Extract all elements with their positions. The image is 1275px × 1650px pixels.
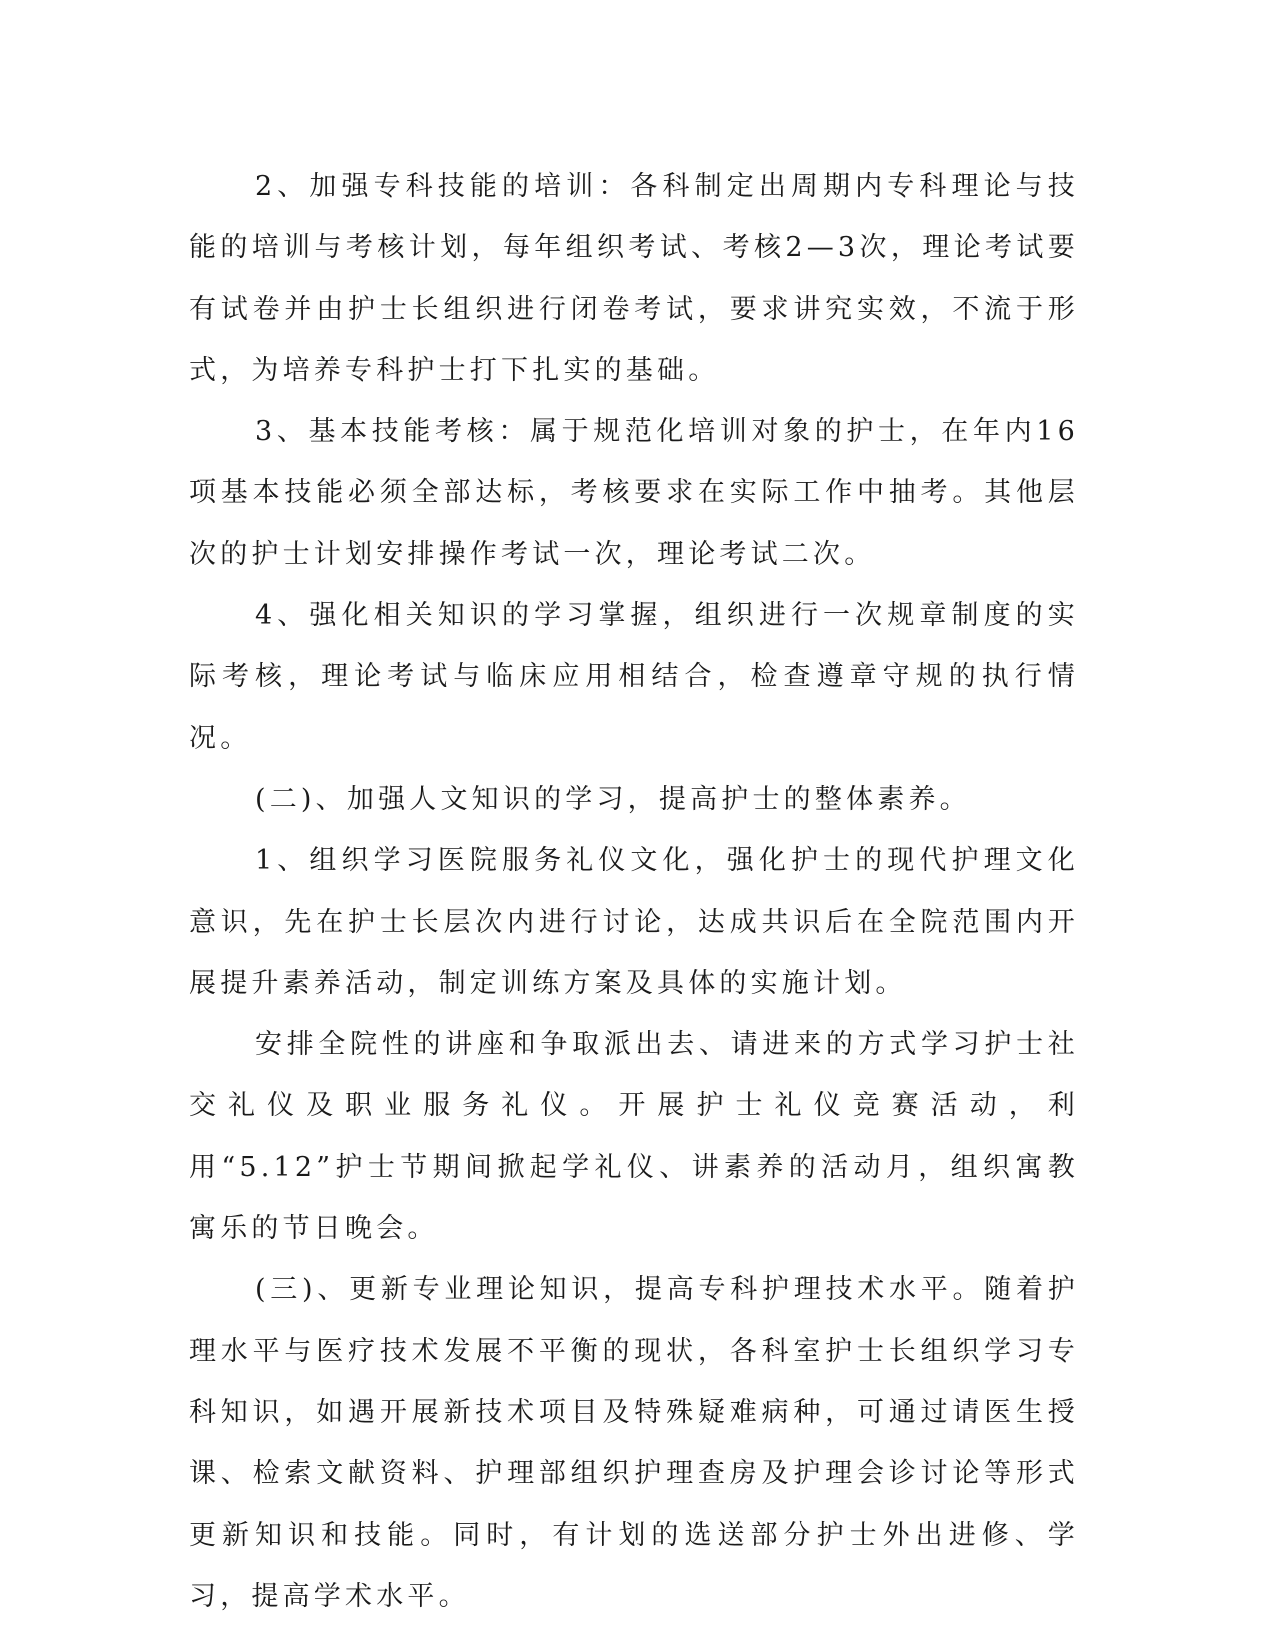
paragraph-etiquette-culture: 1、组织学习医院服务礼仪文化，强化护士的现代护理文化意识，先在护士长层次内进行讨论，达成共识后在全院范围内开展提升素养活动，制定训练方案及具体的实施计划。: [189, 845, 1079, 999]
paragraph-related-knowledge: 4、强化相关知识的学习掌握，组织进行一次规章制度的实际考核，理论考试与临床应用相结合，检查遵章守规的执行情况。: [189, 600, 1079, 754]
paragraph-specialty-training: 2、加强专科技能的培训：各科制定出周期内专科理论与技能的培训与考核计划，每年组织考试、考核2—3次，理论考试要有试卷并由护士长组织进行闭卷考试，要求讲究实效，不流于形式，为培养专科护士打下扎实的基础。: [189, 171, 1079, 386]
paragraph-lectures-etiquette: 安排全院性的讲座和争取派出去、请进来的方式学习护士社交礼仪及职业服务礼仪。开展护士礼仪竞赛活动，利用“5.12”护士节期间掀起学礼仪、讲素养的活动月，组织寓教寓乐的节日晚会。: [189, 1029, 1079, 1245]
section-heading-update-knowledge: (三)、更新专业理论知识，提高专科护理技术水平。随着护理水平与医疗技术发展不平衡的现状，各科室护士长组织学习专科知识，如遇开展新技术项目及特殊疑难病种，可通过请医生授课、检索文献资料、护理部组织护理查房及护理会诊讨论等形式更新知识和技能。同时，有计划的选送部分护士外出进修、学习，提高学术水平。: [189, 1274, 1079, 1612]
document-body: [189, 156, 1079, 1627]
section-heading-humanities: (二)、加强人文知识的学习，提高护士的整体素养。: [255, 783, 971, 815]
paragraph-basic-skills: 3、基本技能考核：属于规范化培训对象的护士，在年内16项基本技能必须全部达标，考核要求在实际工作中抽考。其他层次的护士计划安排操作考试一次，理论考试二次。: [189, 416, 1079, 570]
